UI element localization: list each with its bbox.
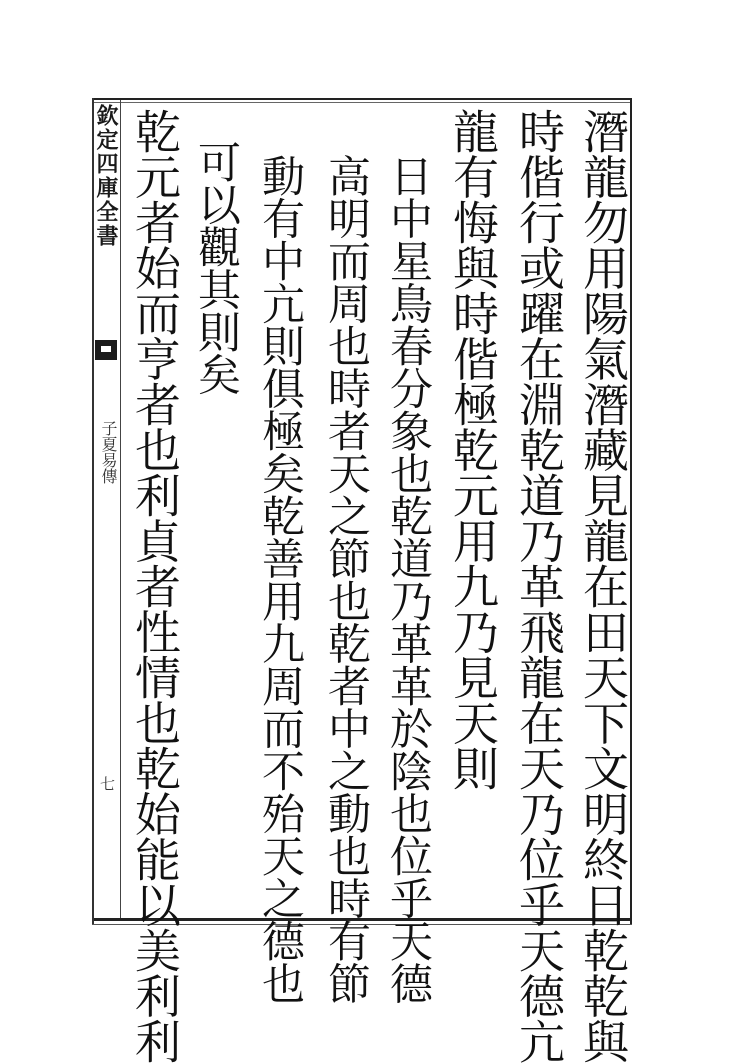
commentary-column-1: 日中星鳥春分象也乾道乃革革於陰也位乎天德 [383,154,433,1004]
margin-book-title: 子夏易傳 [99,420,118,484]
commentary-column-4: 可以觀其則矣 [191,140,241,395]
commentary-column-2: 高明而周也時者天之節也乾者中之動也時有節 [321,154,371,1004]
frame-top-border [92,98,632,100]
text-column-1: 潛龍勿用陽氣潛藏見龍在田天下文明終日乾乾與 [576,108,630,1064]
text-column-4: 乾元者始而亨者也利貞者性情也乾始能以美利利 [128,108,182,1064]
margin-title: 欽定四庫全書 [93,104,119,248]
frame-top-inner-border [92,102,632,103]
margin-divider [120,100,121,918]
margin-page-number: 七 [98,776,116,791]
text-column-2: 時偕行或躍在淵乾道乃革飛龍在天乃位乎天德亢 [512,108,566,1064]
text-column-3: 龍有悔與時偕極乾元用九乃見天則 [446,108,500,791]
commentary-column-3: 動有中亢則俱極矣乾善用九周而不殆天之德也 [255,154,305,1004]
fish-tail-mark-icon [95,340,117,360]
